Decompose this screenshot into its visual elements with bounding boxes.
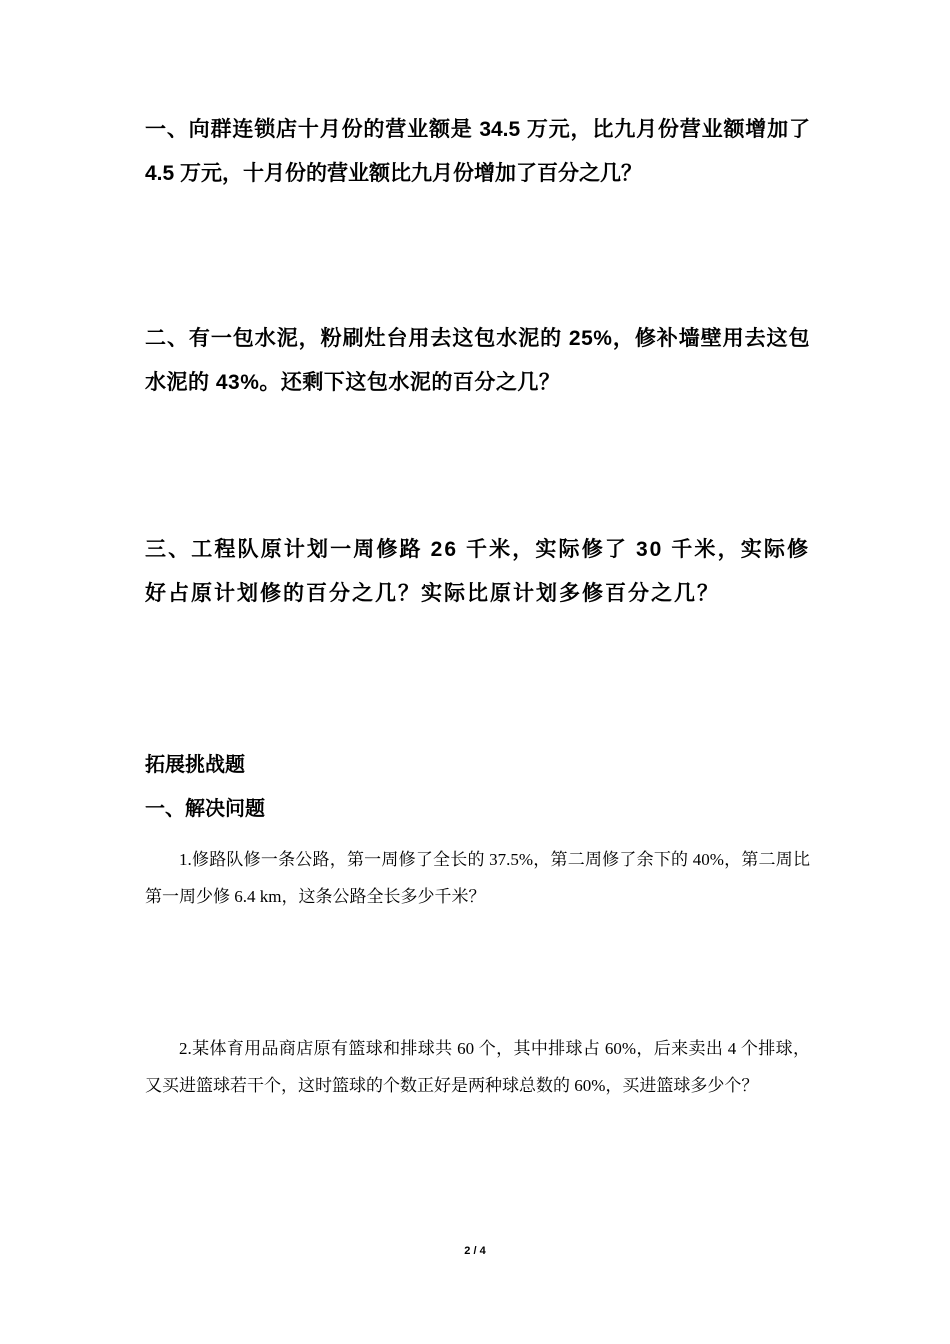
extension-section-heading: 一、解决问题 <box>145 798 265 820</box>
question-2: 二、有一包水泥，粉刷灶台用去这包水泥的 25%，修补墙壁用去这包水泥的 43%。还剩下这包水泥的百分之几？ <box>145 327 810 394</box>
question-3: 三、工程队原计划一周修路 26 千米，实际修了 30 千米，实际修好占原计划修的百分之几？实际比原计划多修百分之几？ <box>145 538 810 605</box>
extension-problem-2: 2.某体育用品商店原有篮球和排球共 60 个，其中排球占 60%，后来卖出 4 个排球，又买进篮球若干个，这时篮球的个数正好是两种球总数的 60%，买进篮球多少个？ <box>145 1039 810 1095</box>
extension-problem-1: 1.修路队修一条公路，第一周修了全长的 37.5%，第二周修了余下的 40%，第二周比第一周少修 6.4 km，这条公路全长多少千米？ <box>145 850 810 906</box>
question-1: 一、向群连锁店十月份的营业额是 34.5 万元，比九月份营业额增加了 4.5 万元，十月份的营业额比九月份增加了百分之几？ <box>145 118 810 185</box>
extension-title: 拓展挑战题 <box>145 754 245 776</box>
page-number: 2 / 4 <box>464 1245 486 1257</box>
